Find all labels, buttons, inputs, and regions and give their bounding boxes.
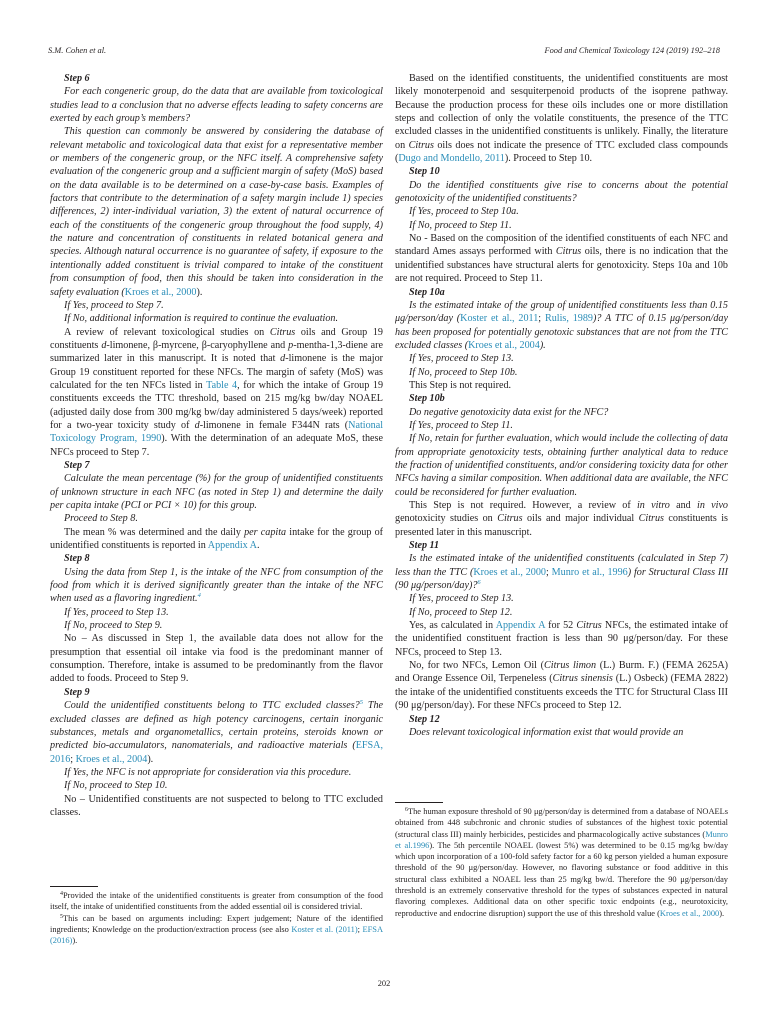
step10b-question: Do negative genotoxicity data exist for the NFC?: [409, 406, 609, 418]
step12-question: Does relevant toxicological information exist that would provide an: [409, 726, 684, 738]
text: ;: [70, 753, 76, 765]
step10-if-yes: If Yes, proceed to Step 10a.: [409, 206, 519, 218]
step10b-heading: Step 10b: [409, 393, 445, 405]
intro-paragraph: [395, 72, 728, 165]
text: ;: [357, 924, 363, 934]
step11-yes-answer: [395, 619, 728, 659]
step10a-heading: Step 10a: [409, 286, 445, 298]
text: p: [288, 339, 294, 351]
text: ).: [196, 286, 203, 298]
text: -mentha-1,3-diene are summarized later in this manuscript. It is noted that: [50, 339, 384, 365]
step9-if-no: If No, proceed to Step 10.: [64, 780, 168, 792]
step7-question: Calculate the mean percentage (%) for the group of unidentified constituents of unknown structure in each NFC (as noted in Step 1) and determine the daily per capita intake (PCI or PCI × 10) for this group.: [50, 473, 383, 511]
text: Yes, as calculated in: [409, 620, 496, 632]
text: Is the estimated intake of the unidentified constituents (calculated in Step 7) less than the TTC (: [395, 553, 728, 578]
appendix-a-link[interactable]: Appendix A: [495, 620, 545, 632]
footnote-divider: [395, 802, 443, 803]
step6-if-yes: If Yes, proceed to Step 7.: [64, 299, 164, 311]
text: intake for the group of unidentified constituents is reported in: [50, 526, 384, 552]
citation-link[interactable]: Munro et al.1996: [395, 829, 728, 850]
text: No, for two NFCs, Lemon Oil (: [409, 660, 545, 672]
step10a-question: [395, 299, 728, 352]
footnote-mark: 4: [60, 891, 63, 897]
citation-link[interactable]: Kroes et al., 2004: [75, 753, 148, 765]
footnote-5-link[interactable]: 5: [359, 699, 363, 707]
table-4-link[interactable]: Table 4: [206, 379, 238, 391]
step11-if-no: If No, proceed to Step 12.: [409, 606, 513, 618]
citation-link[interactable]: Kroes et al., 2000: [473, 566, 546, 578]
footnote-4: [50, 890, 383, 913]
text: The excluded classes are defined as high potency carcinogens, certain inorganic substances, metals and organometallics, certain proteins, steroids known or predicted bio-accumulators, nanomaterials, and radioactive materials (: [50, 700, 384, 752]
step9-answer: No – Unidentified constituents are not suspected to belong to TTC excluded classes.: [50, 793, 383, 818]
text: Citrus: [497, 513, 523, 525]
step9-if-yes: If Yes, the NFC is not appropriate for consideration via this procedure.: [64, 766, 352, 778]
step6-if-no: If No, additional information is required to continue the evaluation.: [64, 313, 339, 325]
step8-question: [50, 566, 383, 606]
step6-heading: Step 6: [64, 73, 90, 84]
text: genotoxicity studies on: [395, 513, 498, 525]
step6-explanation: [50, 125, 383, 298]
text: and: [669, 500, 697, 511]
text: per capita: [244, 526, 287, 538]
citation-link[interactable]: Kroes et al., 2000: [124, 286, 197, 298]
footnote-4-link[interactable]: 4: [197, 592, 201, 600]
header-authors: S.M. Cohen et al.: [48, 46, 107, 55]
running-header: [48, 46, 720, 60]
text: ). Proceed to Step 10.: [504, 153, 593, 165]
text: This can be based on arguments including: Expert judgement; Nature of the identified ingredients; Knowledge on the production/extraction process (see also: [50, 913, 383, 934]
text: oils and Group 19 constituents: [50, 326, 383, 351]
citation-link[interactable]: Kroes et al., 2004: [468, 339, 540, 351]
step11-if-yes: If Yes, proceed to Step 13.: [409, 593, 514, 605]
text: ).: [719, 908, 725, 918]
citation-link[interactable]: National Toxicology Program, 1990: [50, 419, 384, 445]
step10a-answer: This Step is not required.: [409, 379, 512, 391]
citation-link[interactable]: Rulis, 1989: [544, 313, 593, 325]
right-column: [395, 72, 728, 739]
step6-review: [50, 326, 383, 459]
text: ).: [147, 753, 154, 765]
page-number: 202: [377, 979, 391, 988]
step11-heading: Step 11: [409, 540, 440, 552]
citation-link[interactable]: Dugo and Mondello, 2011: [398, 153, 505, 165]
citation-link[interactable]: Kroes et al., 2000: [659, 908, 720, 918]
text: .: [256, 540, 260, 552]
text: Using the data from Step 1, is the intake of the NFC from consumption of the food from which it is derived significantly greater than the intake of the NFC when used as a flavoring ingredient.: [50, 566, 383, 605]
step10a-if-no: If No, proceed to Step 10b.: [409, 366, 518, 378]
text: Citrus: [555, 246, 582, 258]
header-journal: Food and Chemical Toxicology 124 (2019) 192–218: [544, 46, 720, 55]
text: d: [101, 339, 107, 351]
step6-question: For each congeneric group, do the data that are available from toxicological studies lead to a conclusion that no adverse effects leading to safety concerns are exerted by each group’s members?: [50, 86, 383, 125]
citation-link[interactable]: Munro et al., 1996: [551, 566, 628, 578]
citation-link[interactable]: EFSA (2016): [50, 924, 383, 946]
text: d: [194, 419, 200, 431]
left-column: [50, 72, 383, 819]
text: This Step is not required. However, a review of: [409, 500, 637, 511]
step12-heading: Step 12: [409, 713, 440, 725]
citation-link[interactable]: Koster et al., 2011: [460, 313, 539, 325]
text: )? A TTC of 0.15 μg/person/day has been proposed for potentially genotoxic substances that are not from the TTC excluded classes (: [395, 313, 728, 351]
text: NFCs, the estimated intake of the unidentified constituent fraction is less than 90 μg/person/day. For these NFCs, proceed to Step 13.: [395, 620, 729, 658]
step10-heading: Step 10: [409, 166, 440, 178]
text: Citrus: [269, 326, 296, 338]
text: oils does not indicate the presence of TTC excluded class compounds (: [395, 139, 729, 165]
text: ).: [539, 339, 546, 351]
text: Citrus sinensis: [552, 673, 613, 685]
text: ) for Structural Class III (90 μg/person/day)?: [395, 566, 728, 592]
step9-question: [50, 699, 383, 766]
text: ).: [72, 936, 78, 946]
text: -limonene is the major Group 19 constituent reported for these NFCs. The margin of safety (MoS) was calculated for the ten NFCs listed in: [50, 353, 383, 391]
text: constituents is presented later in this manuscript.: [395, 513, 728, 538]
text: for 52: [544, 620, 577, 632]
footnote-mark: 6: [405, 807, 408, 813]
text: ;: [538, 313, 545, 325]
text: No - Based on the composition of the identified constituents of each NFC and standard Ames assays performed with: [395, 233, 728, 258]
text: The human exposure threshold of 90 μg/person/day is determined from a database of NOAELs obtained from 448 subchronic and chronic studies of substances of the highest toxic potential (structural class III) mainly herbicides, pesticides and pharmacologically active substances (: [395, 807, 728, 839]
text: ). The 5th percentile NOAEL (lowest 5%) was determined to be 0.15 mg/kg bw/day which upon incorporation of a 100-fold safety factor for a 60 kg person yielded a human exposure threshold of the 90 μg/person/day. However, no flavoring substance or food additive in this structural class exhibited a NOAEL less than 25 mg/kg bw/d. Therefore the 90 μg/person/day threshold is an extremely conservative threshold for the types of substances expected in natural flavoring complexes. Additional data on other specific toxic endpoints (e.g., neurotoxicity, reproductive and endocrine disruption) support the use of this threshold value (: [395, 840, 729, 918]
step10b-answer: [395, 499, 728, 539]
text: ). With the determination of an adequate MoS, these NFCs proceed to Step 7.: [50, 433, 383, 458]
text: This question can commonly be answered by considering the database of relevant metabolic and toxicological data that exist for a representative member or members of the congeneric group, or the NFC itself. A comprehensive safety evaluation of the congeneric group and a sufficient margin of safety (MoS) based on the data available is to be determined on a case-by-case basis. Examples of factors that contribute to the determination of a safety margin include 1) species differences, 2) inter-individual variation, 3) the extent of natural occurrence of each of the constituents of the congeneric group throughout the food supply, 4) the nature and concentration of constituents in related botanical genera and species. Although natural occurrence is no guarantee of safety, if exposure to the intentionally added constituent is trivial compared to intake of the constituent from consumption of food, then this should be taken into consideration in the safety evaluation (: [50, 126, 383, 298]
step7-heading: Step 7: [64, 459, 90, 471]
text: Citrus: [638, 513, 664, 525]
text: Citrus limon: [544, 660, 597, 672]
left-footnotes: [50, 890, 383, 946]
step7-proceed: Proceed to Step 8.: [64, 513, 138, 525]
step8-answer: No – As discussed in Step 1, the available data does not allow for the presumption that essential oil intake via food is the predominant manner of consumption. Therefore, intake is assumed to be predominantly from the flavor added to foods. Proceed to Step 9.: [50, 633, 383, 685]
text: (L.) Osbeck) (FEMA 2822) the intake of the unidentified constituents exceeds the TTC for Structural Class III (90 μg/person/day). For these NFCs proceed to Step 12.: [395, 673, 729, 712]
text: Provided the intake of the unidentified constituents is greater from consumption of the food itself, the intake of unidentified constituents from the added essential oil is considered trivial.: [50, 891, 383, 912]
footnote-5: [50, 913, 383, 947]
text: in vivo: [697, 500, 728, 511]
step10b-if-no: If No, retain for further evaluation, which would include the collecting of data from appropriate genotoxicity tests, obtaining further analytical data to reduce the fraction of unidentified constituents, and/or considering toxicity data for other NFCs having a similar composition. When additional data are available, the NFC could be reconsidered for further evaluation.: [395, 433, 728, 498]
step10b-if-yes: If Yes, proceed to Step 11.: [409, 419, 513, 431]
text: -limonene, β-myrcene, β-caryophyllene and: [106, 339, 289, 351]
text: Citrus: [408, 139, 434, 151]
text: ;: [546, 566, 552, 578]
text: oils and major individual: [522, 513, 639, 525]
text: in vitro: [636, 500, 670, 511]
step11-question: [395, 552, 728, 592]
text: d: [280, 353, 286, 365]
step8-if-yes: If Yes, proceed to Step 13.: [64, 606, 169, 618]
citation-link[interactable]: EFSA, 2016: [50, 740, 383, 765]
step10-answer: [395, 232, 728, 285]
footnote-divider: [50, 886, 98, 887]
step10a-if-yes: If Yes, proceed to Step 13.: [409, 353, 514, 365]
text: Could the unidentified constituents belong to TTC excluded classes?: [64, 700, 360, 712]
text: Is the estimated intake of the group of unidentified constituents less than 0.15 μg/person/day (: [395, 299, 728, 325]
appendix-a-link[interactable]: Appendix A: [207, 540, 257, 552]
text: , for which the intake of Group 19 constituents exceeds the TTC threshold, based on 215 mg/kg bw/day NOAEL (adjusted daily dose from 300 mg/kg bw/day administered 5 days/week) reported for a two-year toxicity study of: [50, 379, 384, 431]
right-footnotes: [395, 806, 728, 919]
step8-heading: Step 8: [64, 553, 90, 565]
citation-link[interactable]: Koster et al. (2011): [291, 924, 358, 934]
text: The mean % was determined and the daily: [64, 526, 245, 538]
text: -limonene in female F344N rats (: [199, 419, 349, 431]
text: Citrus: [576, 620, 602, 632]
step10-if-no: If No, proceed to Step 11.: [409, 219, 512, 231]
text: (L.) Burm. F.) (FEMA 2625A) and Orange Essence Oil, Terpeneless (: [395, 660, 729, 685]
step7-result: [50, 526, 383, 553]
footnote-6: [395, 806, 728, 919]
text: oils, there is no indication that the unidentified substances have structural alerts for genotoxicity. Steps 10a and 10b are not required. Proceed to Step 11.: [395, 246, 728, 285]
footnote-mark: 5: [60, 913, 63, 920]
text: A review of relevant toxicological studies on: [64, 326, 270, 338]
step8-if-no: If No, proceed to Step 9.: [64, 620, 163, 632]
text: Based on the identified constituents, the unidentified constituents are most likely monoterpenoid and sesquiterpenoid products of the isoprene pathway. Because the production process for these oils includes one or more distillation steps and collection of only the volatile constituents, the presence of the TTC excluded classes in the unidentified constituents is unlikely. Finally, the literature on: [395, 73, 728, 151]
footnote-6-link[interactable]: 6: [477, 579, 481, 587]
step9-heading: Step 9: [64, 686, 90, 698]
step10-question: Do the identified constituents give rise to concerns about the potential genotoxicity of the unidentified constituents?: [395, 179, 728, 205]
step11-no-answer: [395, 659, 728, 712]
